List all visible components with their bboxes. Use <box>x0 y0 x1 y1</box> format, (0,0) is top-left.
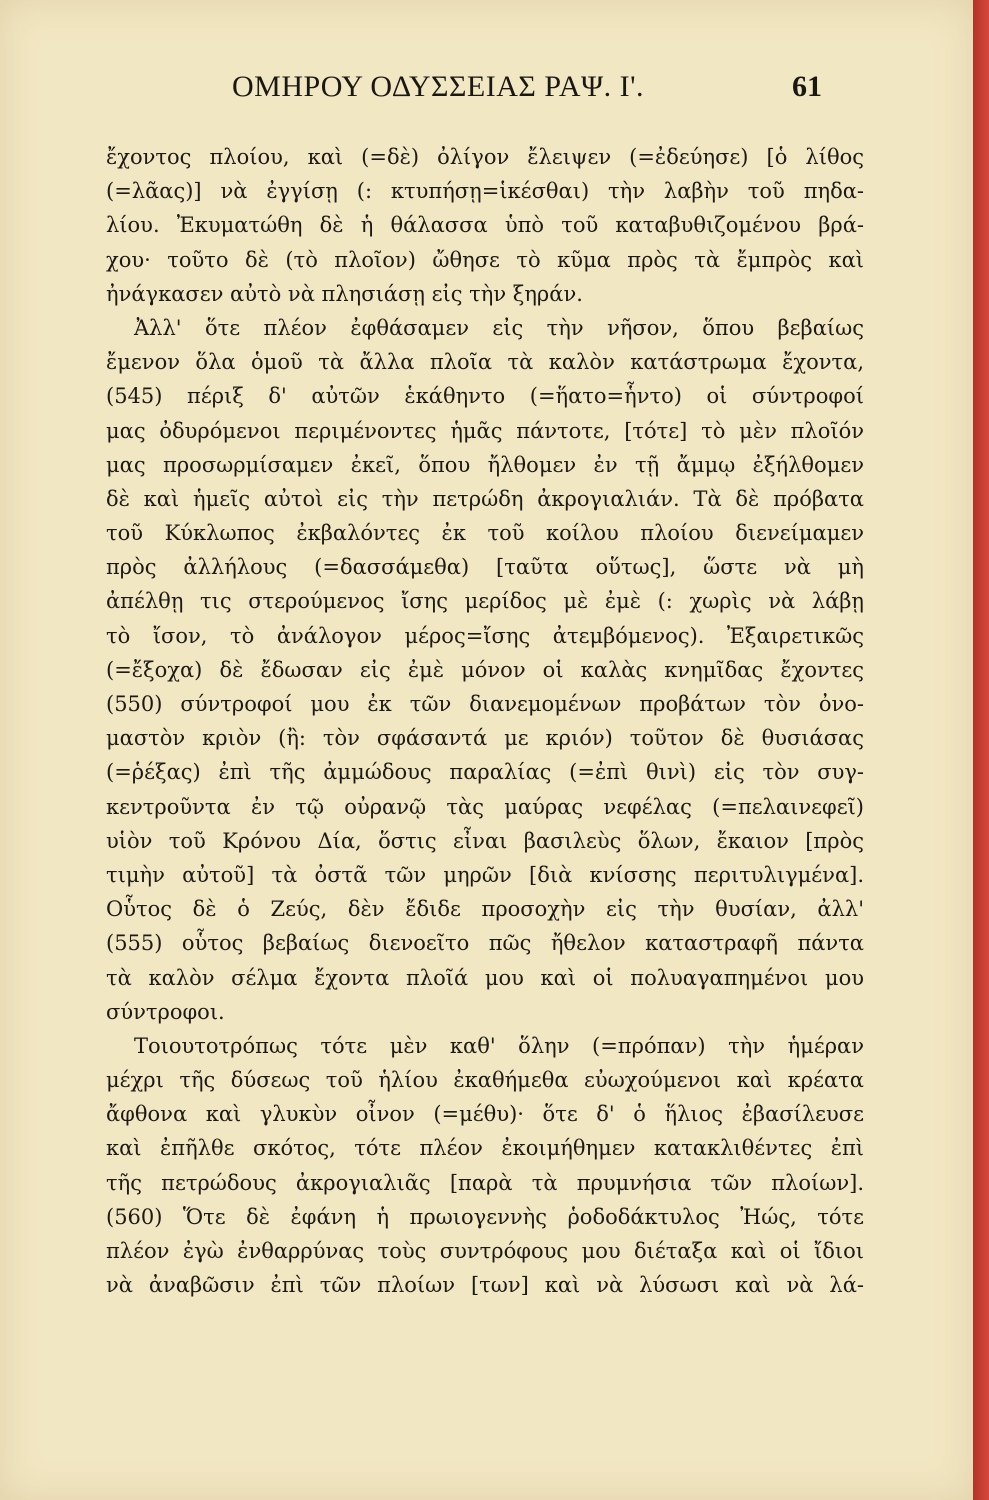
text-line: λίου. Ἐκυματώθη δὲ ἡ θάλασσα ὑπὸ τοῦ καταβυθιζομένου βρά- <box>106 213 864 238</box>
text-line: μέχρι τῆς δύσεως τοῦ ἡλίου ἐκαθήμεθα εὐωχούμενοι καὶ κρέατα <box>106 1068 864 1093</box>
text-line: (=λᾶας)] νὰ ἐγγίσῃ (: κτυπήσῃ=ἱκέσθαι) τὴν λαβὴν τοῦ πηδα- <box>106 179 864 204</box>
text-line: (550) σύντροφοί μου ἐκ τῶν διανεμομένων προβάτων τὸν ὀνο- <box>106 692 864 716</box>
text-line: (555) οὗτος βεβαίως διενοεῖτο πῶς ἤθελον καταστραφῆ πάντα <box>106 931 864 956</box>
text-line: κεντροῦντα ἐν τῷ οὐρανῷ τὰς μαύρας νεφέλας (=πελαινεφεῖ) <box>106 794 864 819</box>
text-line: μας προσωρμίσαμεν ἐκεῖ, ὅπου ἤλθομεν ἐν τῇ ἄμμῳ ἐξήλθομεν <box>106 452 864 477</box>
text-line: Οὗτος δὲ ὁ Ζεύς, δὲν ἔδιδε προσοχὴν εἰς τὴν θυσίαν, ἀλλ' <box>106 897 864 922</box>
text-line: ἠνάγκασεν αὐτὸ νὰ πλησιάσῃ εἰς τὴν ξηράν. <box>106 281 583 306</box>
text-line: ἄφθονα καὶ γλυκὺν οἶνον (=μέθυ)· ὅτε δ' ὁ ἥλιος ἐβασίλευσε <box>106 1102 864 1127</box>
text-line: μας ὀδυρόμενοι περιμένοντες ἡμᾶς πάντοτε, [τότε] τὸ μὲν πλοῖόν <box>106 418 864 443</box>
text-line: νὰ ἀναβῶσιν ἐπὶ τῶν πλοίων [των] καὶ νὰ λύσωσι καὶ νὰ λά- <box>106 1273 864 1298</box>
text-line: υἱὸν τοῦ Κρόνου Δία, ὅστις εἶναι βασιλεὺς ὅλων, ἔκαιον [πρὸς <box>106 828 864 853</box>
text-line: πλέον ἐγὼ ἐνθαρρύνας τοὺς συντρόφους μου διέταξα καὶ οἱ ἴδιοι <box>106 1239 864 1263</box>
text-line: καὶ ἐπῆλθε σκότος, τότε πλέον ἐκοιμήθημεν κατακλιθέντες ἐπὶ <box>106 1136 864 1161</box>
text-line: τιμὴν αὐτοῦ] τὰ ὀστᾶ τῶν μηρῶν [διὰ κνίσσης περιτυλιγμένα]. <box>106 862 864 887</box>
text-line: (=ῥέξας) ἐπὶ τῆς ἀμμώδους παραλίας (=ἐπὶ θινὶ) εἰς τὸν συγ- <box>106 760 864 785</box>
text-line: τὰ καλὸν σέλμα ἔχοντα πλοῖά μου καὶ οἱ πολυαγαπημένοι μου <box>106 965 864 990</box>
text-line: πρὸς ἀλλήλους (=δασσάμεθα) [ταῦτα οὕτως], ὥστε νὰ μὴ <box>106 555 864 580</box>
text-line: Ἀλλ' ὅτε πλέον ἐφθάσαμεν εἰς τὴν νῆσον, ὅπου βεβαίως <box>134 315 864 340</box>
text-line: σύντροφοι. <box>106 999 225 1024</box>
text-line: ἀπέλθῃ τις στερούμενος ἴσης μερίδος μὲ ἐμὲ (: χωρὶς νὰ λάβῃ <box>106 589 864 614</box>
text-line: τοῦ Κύκλωπος ἐκβαλόντες ἐκ τοῦ κοίλου πλοίου διενείμαμεν <box>106 521 864 546</box>
text-line: ἔμενον ὅλα ὁμοῦ τὰ ἄλλα πλοῖα τὰ καλὸν κατάστρωμα ἔχοντα, <box>106 350 864 375</box>
text-line: δὲ καὶ ἡμεῖς αὐτοὶ εἰς τὴν πετρώδη ἀκρογιαλιάν. Τὰ δὲ πρόβατα <box>106 486 864 511</box>
running-title: ΟΜΗΡΟΥ ΟΔΥΣΣΕΙΑΣ ΡΑΨ. Ι'. <box>232 70 645 103</box>
text-line: (545) πέριξ δ' αὐτῶν ἑκάθηντο (=ἥατο=ἧντο) οἱ σύντροφοί <box>106 384 864 409</box>
text-line: τὸ ἴσον, τὸ ἀνάλογον μέρος=ἴσης ἀτεμβόμενος). Ἐξαιρετικῶς <box>106 623 864 648</box>
body-text <box>106 140 864 1302</box>
text-line: (=ἔξοχα) δὲ ἔδωσαν εἰς ἐμὲ μόνον οἱ καλὰς κνημῖδας ἔχοντες <box>106 657 864 682</box>
text-line: μαστὸν κριὸν (ἢ: τὸν σφάσαντά με κριόν) τοῦτον δὲ θυσιάσας <box>106 726 864 751</box>
text-line: ἔχοντος πλοίου, καὶ (=δὲ) ὀλίγον ἔλειψεν (=ἐδεύησε) [ὁ λίθος <box>106 145 864 169</box>
text-line: τῆς πετρώδους ἀκρογιαλιᾶς [παρὰ τὰ πρυμνήσια τῶν πλοίων]. <box>106 1170 864 1195</box>
book-spine-edge <box>973 0 989 1500</box>
text-line: χου· τοῦτο δὲ (τὸ πλοῖον) ὤθησε τὸ κῦμα πρὸς τὰ ἔμπρὸς καὶ <box>106 247 864 272</box>
page-header <box>0 70 973 110</box>
text-line: (560) Ὅτε δὲ ἐφάνη ἡ πρωιογεννὴς ῥοδοδάκτυλος Ἠώς, τότε <box>106 1204 864 1229</box>
text-line: Τοιουτοτρόπως τότε μὲν καθ' ὅλην (=πρόπαν) τὴν ἡμέραν <box>134 1033 864 1058</box>
page-number: 61 <box>792 70 822 103</box>
